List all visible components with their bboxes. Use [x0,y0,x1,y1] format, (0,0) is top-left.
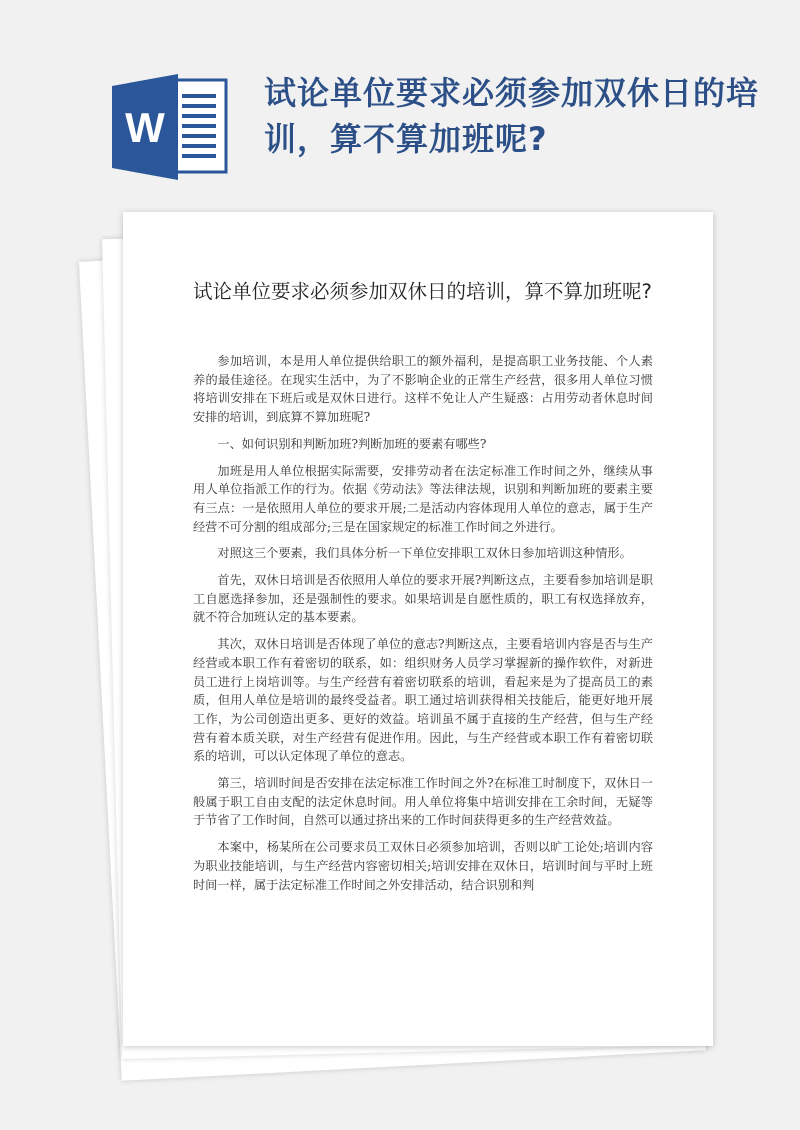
paragraph: 本案中，杨某所在公司要求员工双休日必须参加培训，否则以旷工论处;培训内容为职业技能培训，与生产经营内容密切相关;培训安排在双休日，培训时间与平时上班时间一样，属于法定标准工作时间之外安排活动，结合识别和判 [193,840,653,892]
section-heading: 一、如何识别和判断加班?判断加班的要素有哪些? [217,436,487,451]
word-icon-letter: W [125,104,165,151]
document-page [123,212,713,1046]
paragraph: 首先，双休日培训是否依照用人单位的要求开展?判断这点，主要看参加培训是职工自愿选择参加，还是强制性的要求。如果培训是自愿性质的，职工有权选择放弃，就不符合加班认定的基本要素。 [193,573,653,625]
document-title: 试论单位要求必须参加双休日的培训，算不算加班呢? [193,280,652,303]
paragraph: 参加培训，本是用人单位提供给职工的额外福利，是提高职工业务技能、个人素养的最佳途径。在现实生活中，为了不影响企业的正常生产经营，很多用人单位习惯将培训安排在下班后或是双休日进行。这样不免让人产生疑惑：占用劳动者休息时间安排的培训，到底算不算加班呢? [193,354,653,425]
word-document-icon [112,72,232,182]
paragraph: 对照这三个要素，我们具体分析一下单位安排职工双休日参加培训这种情形。 [217,546,632,561]
paragraph: 第三，培训时间是否安排在法定标准工作时间之外?在标准工时制度下，双休日一般属于职工自由支配的法定休息时间。用人单位将集中培训安排在工余时间，无疑等于节省了工作时间，自然可以通过挤出来的工作时间获得更多的生产经营效益。 [193,776,653,828]
paragraph: 加班是用人单位根据实际需要，安排劳动者在法定标准工作时间之外，继续从事用人单位指派工作的行为。依据《劳动法》等法律法规，识别和判断加班的要素主要有三点：一是依照用人单位的要求开展;二是活动内容体现用人单位的意志，属于生产经营不可分割的组成部分;三是在国家规定的标准工作时间之外进行。 [193,463,653,534]
header-title: 试论单位要求必须参加双休日的培训，算不算加班呢? [264,74,760,158]
paragraph: 其次，双休日培训是否体现了单位的意志?判断这点，主要看培训内容是否与生产经营或本职工作有着密切的联系，如：组织财务人员学习掌握新的操作软件，对新进员工进行上岗培训等。与生产经营有着密切联系的培训，看起来是为了提高员工的素质，但用人单位是培训的最终受益者。职工通过培训获得相关技能后，能更好地开展工作，为公司创造出更多、更好的效益。培训虽不属于直接的生产经营，但与生产经营有着本质关联，对生产经营有促进作用。因此，与生产经营或本职工作有着密切联系的培训，可以认定体现了单位的意志。 [193,637,653,764]
document-body [193,352,653,902]
